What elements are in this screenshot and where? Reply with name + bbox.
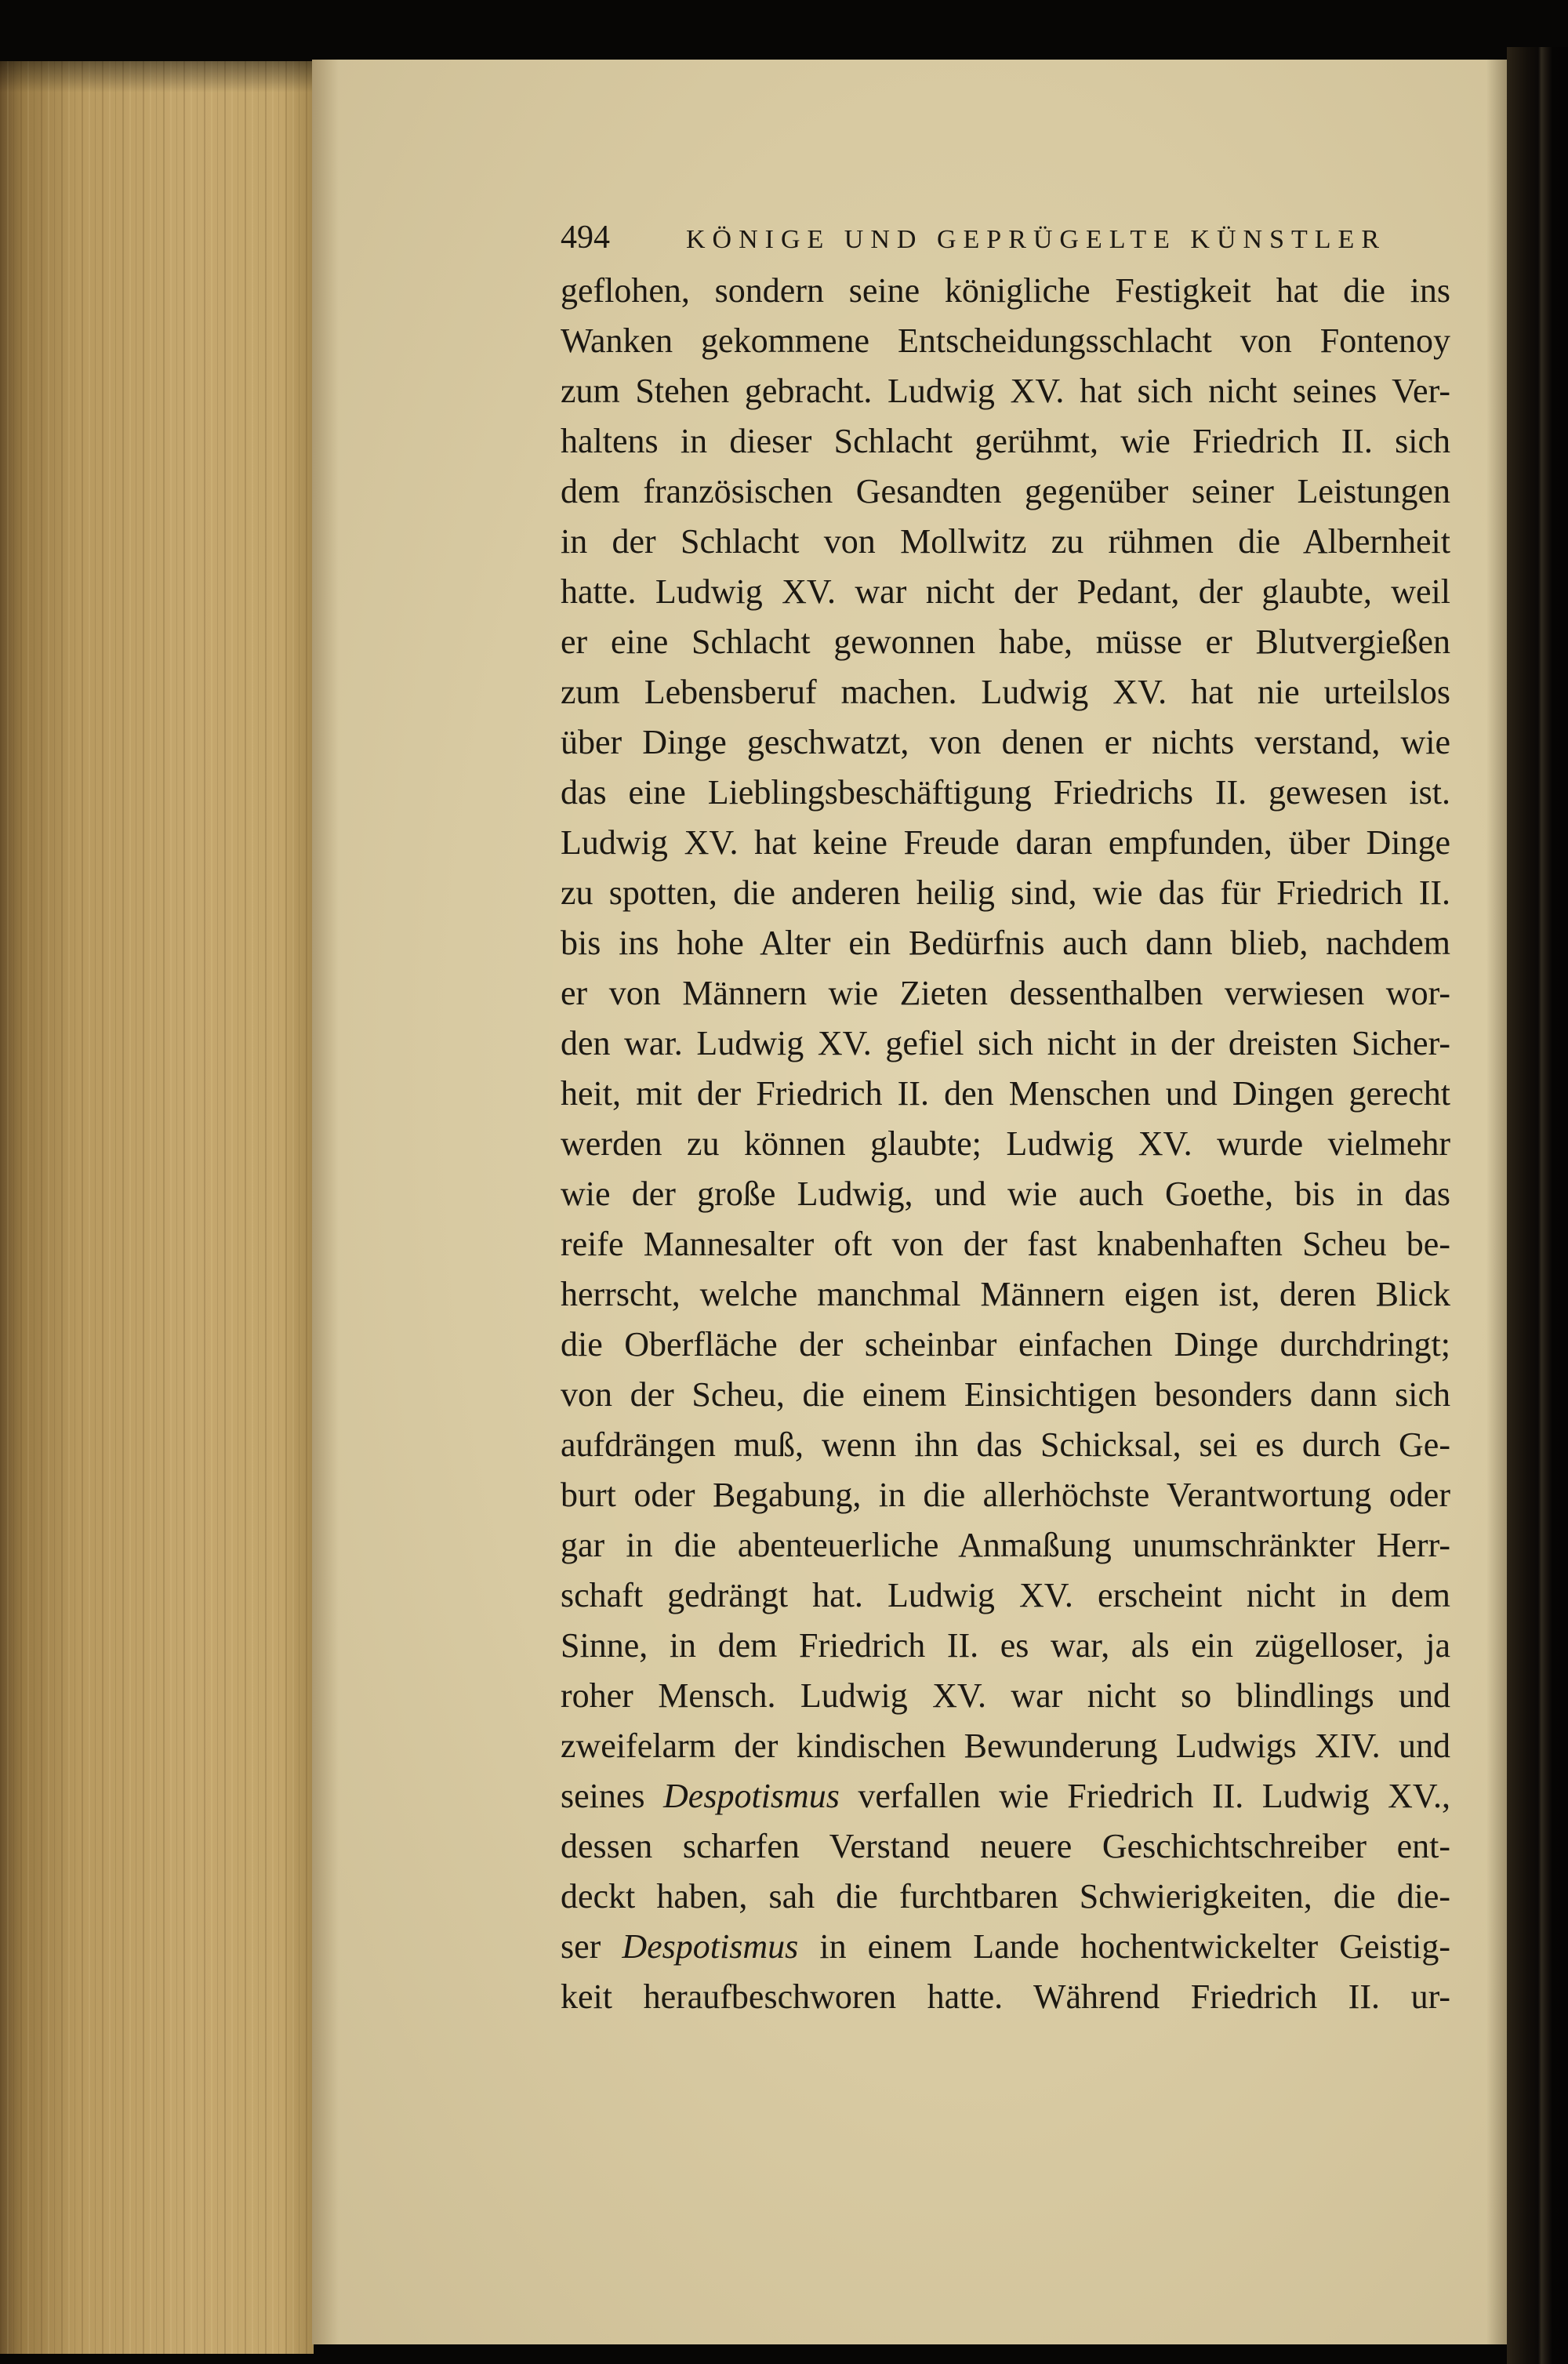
page-number: 494 — [561, 220, 610, 256]
text-line: haltens in dieser Schlacht gerühmt, wie Friedrich II. sich — [561, 422, 1450, 460]
text-segment: seines — [561, 1777, 664, 1815]
text-line: das eine Lieblingsbeschäftigung Friedrichs II. gewesen ist. — [561, 773, 1450, 812]
body-text-block — [561, 266, 1450, 2022]
text-line: dessen scharfen Verstand neuere Geschichtschreiber ent- — [561, 1827, 1450, 1865]
text-line: hatte. Ludwig XV. war nicht der Pedant, der glaubte, weil — [561, 572, 1450, 611]
book-page-edges — [0, 61, 314, 2354]
text-line: reife Mannesalter oft von der fast knabenhaften Scheu be- — [561, 1225, 1450, 1263]
text-line: bis ins hohe Alter ein Bedürfnis auch dann blieb, nachdem — [561, 924, 1450, 962]
text-line: deckt haben, sah die furchtbaren Schwierigkeiten, die die- — [561, 1877, 1450, 1916]
text-line: schaft gedrängt hat. Ludwig XV. erscheint nicht in dem — [561, 1576, 1450, 1614]
book-gutter-shadow — [1507, 47, 1568, 2364]
running-head — [561, 220, 1386, 256]
text-line: herrscht, welche manchmal Männern eigen ist, deren Blick — [561, 1275, 1450, 1313]
text-line: dem französischen Gesandten gegenüber seiner Leistungen — [561, 472, 1450, 510]
text-line: die Oberfläche der scheinbar einfachen Dinge durchdringt; — [561, 1325, 1450, 1364]
text-line: er eine Schlacht gewonnen habe, müsse er Blutvergießen — [561, 623, 1450, 661]
text-line: den war. Ludwig XV. gefiel sich nicht in der dreisten Sicher- — [561, 1024, 1450, 1062]
text-segment: in einem Lande hochentwickelter Geistig- — [798, 1927, 1450, 1966]
text-line: heit, mit der Friedrich II. den Menschen und Dingen gerecht — [561, 1074, 1450, 1113]
text-line: über Dinge geschwatzt, von denen er nichts verstand, wie — [561, 723, 1450, 761]
text-line: keit heraufbeschworen hatte. Während Friedrich II. ur- — [561, 1977, 1450, 2016]
text-line: aufdrängen muß, wenn ihn das Schicksal, sei es durch Ge- — [561, 1425, 1450, 1464]
text-line: geflohen, sondern seine königliche Festigkeit hat die ins — [561, 271, 1450, 310]
text-line: Ludwig XV. hat keine Freude daran empfunden, über Dinge — [561, 823, 1450, 862]
text-line: zum Lebensberuf machen. Ludwig XV. hat nie urteilslos — [561, 673, 1450, 711]
running-title: KÖNIGE UND GEPRÜGELTE KÜNSTLER — [686, 225, 1386, 254]
italic-text: Despotismus — [622, 1927, 799, 1966]
text-line: wie der große Ludwig, und wie auch Goethe, bis in das — [561, 1175, 1450, 1213]
text-line: werden zu können glaubte; Ludwig XV. wurde vielmehr — [561, 1124, 1450, 1163]
italic-text: Despotismus — [663, 1777, 840, 1815]
text-line: zu spotten, die anderen heilig sind, wie das für Friedrich II. — [561, 873, 1450, 912]
text-line: er von Männern wie Zieten dessenthalben verwiesen wor- — [561, 974, 1450, 1012]
text-line: zum Stehen gebracht. Ludwig XV. hat sich nicht seines Ver- — [561, 372, 1450, 410]
text-line: Sinne, in dem Friedrich II. es war, als ein zügelloser, ja — [561, 1626, 1450, 1665]
text-line — [561, 1922, 1450, 1972]
text-segment: ser — [561, 1927, 622, 1966]
text-line: Wanken gekommene Entscheidungsschlacht von Fontenoy — [561, 321, 1450, 360]
text-line: zweifelarm der kindischen Bewunderung Ludwigs XIV. und — [561, 1727, 1450, 1765]
text-line: roher Mensch. Ludwig XV. war nicht so blindlings und — [561, 1676, 1450, 1715]
text-line: von der Scheu, die einem Einsichtigen besonders dann sich — [561, 1375, 1450, 1414]
text-line: burt oder Begabung, in die allerhöchste Verantwortung oder — [561, 1476, 1450, 1514]
text-segment: verfallen wie Friedrich II. Ludwig XV., — [839, 1777, 1450, 1815]
text-line: gar in die abenteuerliche Anmaßung unumschränkter Herr- — [561, 1526, 1450, 1564]
text-line: in der Schlacht von Mollwitz zu rühmen die Albernheit — [561, 522, 1450, 561]
text-line — [561, 1771, 1450, 1821]
